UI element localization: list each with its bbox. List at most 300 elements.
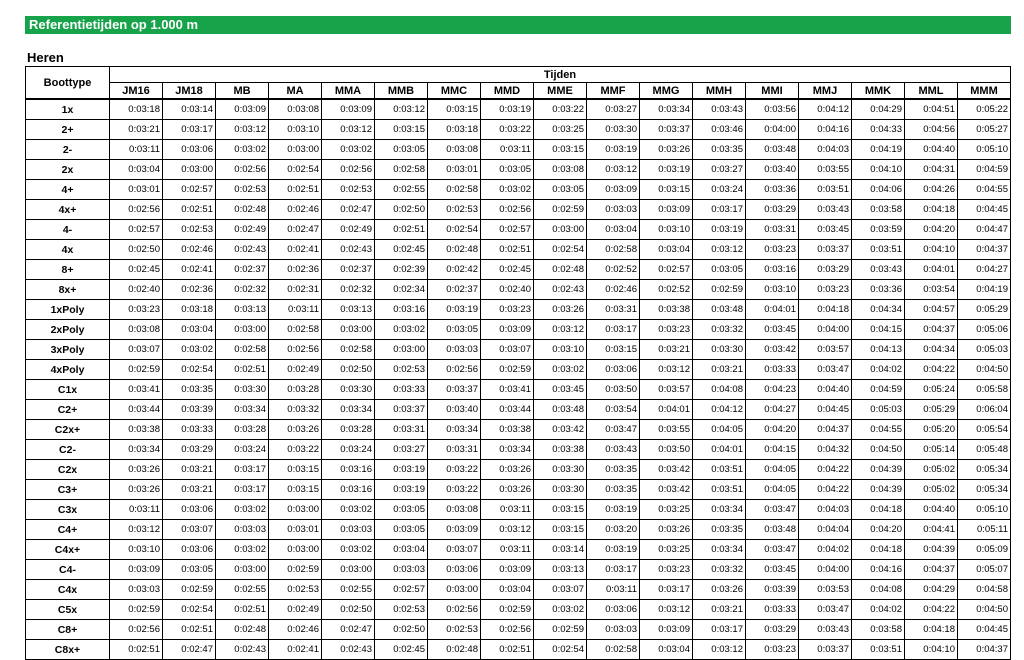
time-cell: 0:05:10 bbox=[958, 140, 1011, 160]
time-cell: 0:04:00 bbox=[799, 320, 852, 340]
time-cell: 0:03:37 bbox=[640, 120, 693, 140]
time-cell: 0:03:43 bbox=[799, 620, 852, 640]
time-cell: 0:02:51 bbox=[110, 640, 163, 660]
time-cell: 0:04:33 bbox=[852, 120, 905, 140]
boattype-cell: C5x bbox=[26, 600, 110, 620]
time-cell: 0:02:55 bbox=[216, 580, 269, 600]
time-cell: 0:03:05 bbox=[163, 560, 216, 580]
time-cell: 0:02:39 bbox=[375, 260, 428, 280]
table-row bbox=[26, 480, 1011, 500]
time-cell: 0:02:56 bbox=[428, 600, 481, 620]
time-cell: 0:04:45 bbox=[799, 400, 852, 420]
time-cell: 0:03:04 bbox=[587, 220, 640, 240]
time-cell: 0:03:44 bbox=[481, 400, 534, 420]
time-cell: 0:03:22 bbox=[269, 440, 322, 460]
boattype-cell: 1xPoly bbox=[26, 300, 110, 320]
time-cell: 0:02:57 bbox=[163, 180, 216, 200]
time-cell: 0:03:23 bbox=[799, 280, 852, 300]
time-cell: 0:04:03 bbox=[799, 500, 852, 520]
time-cell: 0:04:19 bbox=[852, 140, 905, 160]
time-cell: 0:03:11 bbox=[481, 140, 534, 160]
time-cell: 0:03:15 bbox=[587, 340, 640, 360]
time-cell: 0:02:53 bbox=[322, 180, 375, 200]
time-cell: 0:05:54 bbox=[958, 420, 1011, 440]
time-cell: 0:03:00 bbox=[163, 160, 216, 180]
time-cell: 0:04:12 bbox=[693, 400, 746, 420]
time-cell: 0:03:29 bbox=[746, 200, 799, 220]
table-row bbox=[26, 240, 1011, 260]
time-cell: 0:03:25 bbox=[640, 500, 693, 520]
table-row bbox=[26, 220, 1011, 240]
time-cell: 0:04:16 bbox=[799, 120, 852, 140]
time-cell: 0:02:53 bbox=[375, 600, 428, 620]
time-cell: 0:03:34 bbox=[693, 540, 746, 560]
time-cell: 0:02:45 bbox=[481, 260, 534, 280]
time-cell: 0:02:50 bbox=[322, 600, 375, 620]
table-row bbox=[26, 380, 1011, 400]
column-header: MA bbox=[269, 83, 322, 100]
time-cell: 0:03:45 bbox=[746, 560, 799, 580]
time-cell: 0:02:42 bbox=[428, 260, 481, 280]
time-cell: 0:03:21 bbox=[693, 600, 746, 620]
time-cell: 0:03:00 bbox=[534, 220, 587, 240]
time-cell: 0:03:09 bbox=[110, 560, 163, 580]
time-cell: 0:03:40 bbox=[746, 160, 799, 180]
time-cell: 0:03:17 bbox=[640, 580, 693, 600]
time-cell: 0:03:02 bbox=[163, 340, 216, 360]
time-cell: 0:03:48 bbox=[746, 520, 799, 540]
time-cell: 0:03:26 bbox=[481, 480, 534, 500]
time-cell: 0:03:26 bbox=[693, 580, 746, 600]
column-header: MMK bbox=[852, 83, 905, 100]
time-cell: 0:03:02 bbox=[322, 540, 375, 560]
time-cell: 0:03:00 bbox=[269, 540, 322, 560]
table-row bbox=[26, 120, 1011, 140]
time-cell: 0:04:01 bbox=[640, 400, 693, 420]
time-cell: 0:02:41 bbox=[163, 260, 216, 280]
time-cell: 0:04:02 bbox=[852, 360, 905, 380]
time-cell: 0:03:03 bbox=[587, 200, 640, 220]
boattype-cell: C3x bbox=[26, 500, 110, 520]
boattype-cell: C4- bbox=[26, 560, 110, 580]
time-cell: 0:03:31 bbox=[375, 420, 428, 440]
time-cell: 0:03:35 bbox=[587, 480, 640, 500]
time-cell: 0:04:40 bbox=[905, 140, 958, 160]
time-cell: 0:04:20 bbox=[852, 520, 905, 540]
time-cell: 0:03:37 bbox=[428, 380, 481, 400]
time-cell: 0:03:38 bbox=[481, 420, 534, 440]
time-cell: 0:03:13 bbox=[534, 560, 587, 580]
time-cell: 0:03:12 bbox=[587, 160, 640, 180]
time-cell: 0:02:57 bbox=[481, 220, 534, 240]
time-cell: 0:04:04 bbox=[799, 520, 852, 540]
time-cell: 0:03:33 bbox=[746, 600, 799, 620]
time-cell: 0:03:10 bbox=[269, 120, 322, 140]
time-cell: 0:03:46 bbox=[693, 120, 746, 140]
time-cell: 0:03:38 bbox=[110, 420, 163, 440]
time-cell: 0:03:19 bbox=[587, 500, 640, 520]
time-cell: 0:03:31 bbox=[587, 300, 640, 320]
time-cell: 0:04:18 bbox=[852, 540, 905, 560]
time-cell: 0:03:12 bbox=[693, 240, 746, 260]
boattype-cell: 8+ bbox=[26, 260, 110, 280]
time-cell: 0:02:41 bbox=[269, 240, 322, 260]
boattype-cell: C8+ bbox=[26, 620, 110, 640]
time-cell: 0:03:16 bbox=[375, 300, 428, 320]
time-cell: 0:03:43 bbox=[587, 440, 640, 460]
time-cell: 0:05:06 bbox=[958, 320, 1011, 340]
time-cell: 0:03:51 bbox=[693, 480, 746, 500]
column-header: JM16 bbox=[110, 83, 163, 100]
time-cell: 0:04:32 bbox=[799, 440, 852, 460]
time-cell: 0:04:06 bbox=[852, 180, 905, 200]
time-cell: 0:03:05 bbox=[693, 260, 746, 280]
time-cell: 0:03:29 bbox=[746, 620, 799, 640]
time-cell: 0:03:31 bbox=[746, 220, 799, 240]
time-cell: 0:04:41 bbox=[905, 520, 958, 540]
time-cell: 0:03:53 bbox=[799, 580, 852, 600]
time-cell: 0:03:08 bbox=[428, 140, 481, 160]
time-cell: 0:03:21 bbox=[110, 120, 163, 140]
time-cell: 0:02:54 bbox=[428, 220, 481, 240]
time-cell: 0:03:23 bbox=[110, 300, 163, 320]
time-cell: 0:03:14 bbox=[534, 540, 587, 560]
column-header: MMF bbox=[587, 83, 640, 100]
time-cell: 0:03:32 bbox=[693, 320, 746, 340]
time-cell: 0:03:34 bbox=[110, 440, 163, 460]
time-cell: 0:03:08 bbox=[269, 99, 322, 120]
time-cell: 0:03:11 bbox=[481, 540, 534, 560]
time-cell: 0:03:29 bbox=[799, 260, 852, 280]
time-cell: 0:02:46 bbox=[269, 620, 322, 640]
column-header: MMB bbox=[375, 83, 428, 100]
table-row bbox=[26, 360, 1011, 380]
time-cell: 0:03:26 bbox=[640, 140, 693, 160]
time-cell: 0:02:46 bbox=[163, 240, 216, 260]
time-cell: 0:03:54 bbox=[905, 280, 958, 300]
time-cell: 0:02:36 bbox=[163, 280, 216, 300]
time-cell: 0:03:27 bbox=[587, 99, 640, 120]
time-cell: 0:03:05 bbox=[481, 160, 534, 180]
time-cell: 0:02:43 bbox=[322, 240, 375, 260]
table-row bbox=[26, 520, 1011, 540]
boattype-cell: C1x bbox=[26, 380, 110, 400]
time-cell: 0:03:09 bbox=[216, 99, 269, 120]
time-cell: 0:02:54 bbox=[534, 640, 587, 660]
time-cell: 0:04:01 bbox=[746, 300, 799, 320]
time-cell: 0:03:50 bbox=[640, 440, 693, 460]
time-cell: 0:02:49 bbox=[322, 220, 375, 240]
time-cell: 0:04:13 bbox=[852, 340, 905, 360]
time-cell: 0:04:22 bbox=[905, 360, 958, 380]
time-cell: 0:04:55 bbox=[958, 180, 1011, 200]
time-cell: 0:03:02 bbox=[322, 500, 375, 520]
boattype-cell: 1x bbox=[26, 99, 110, 120]
time-cell: 0:04:08 bbox=[693, 380, 746, 400]
time-cell: 0:03:47 bbox=[799, 360, 852, 380]
boattype-cell: C4x+ bbox=[26, 540, 110, 560]
time-cell: 0:03:15 bbox=[428, 99, 481, 120]
time-cell: 0:03:15 bbox=[640, 180, 693, 200]
table-row bbox=[26, 200, 1011, 220]
time-cell: 0:04:58 bbox=[958, 580, 1011, 600]
time-cell: 0:03:05 bbox=[375, 140, 428, 160]
time-cell: 0:04:50 bbox=[852, 440, 905, 460]
time-cell: 0:03:10 bbox=[534, 340, 587, 360]
time-cell: 0:02:55 bbox=[375, 180, 428, 200]
time-cell: 0:03:02 bbox=[375, 320, 428, 340]
time-cell: 0:02:51 bbox=[481, 240, 534, 260]
time-cell: 0:03:02 bbox=[534, 600, 587, 620]
time-cell: 0:03:23 bbox=[640, 320, 693, 340]
time-cell: 0:03:08 bbox=[428, 500, 481, 520]
time-cell: 0:02:59 bbox=[534, 200, 587, 220]
time-cell: 0:03:34 bbox=[693, 500, 746, 520]
time-cell: 0:03:16 bbox=[746, 260, 799, 280]
time-cell: 0:02:50 bbox=[110, 240, 163, 260]
time-cell: 0:03:26 bbox=[481, 460, 534, 480]
time-cell: 0:02:37 bbox=[428, 280, 481, 300]
time-cell: 0:03:04 bbox=[640, 240, 693, 260]
time-cell: 0:05:07 bbox=[958, 560, 1011, 580]
time-cell: 0:04:16 bbox=[852, 560, 905, 580]
time-cell: 0:03:26 bbox=[110, 480, 163, 500]
time-cell: 0:03:38 bbox=[640, 300, 693, 320]
time-cell: 0:02:50 bbox=[375, 200, 428, 220]
time-cell: 0:03:35 bbox=[587, 460, 640, 480]
time-cell: 0:03:06 bbox=[163, 500, 216, 520]
boattype-cell: 8x+ bbox=[26, 280, 110, 300]
time-cell: 0:03:00 bbox=[428, 580, 481, 600]
time-cell: 0:03:34 bbox=[481, 440, 534, 460]
time-cell: 0:02:47 bbox=[163, 640, 216, 660]
time-cell: 0:03:12 bbox=[375, 99, 428, 120]
time-cell: 0:03:23 bbox=[640, 560, 693, 580]
time-cell: 0:03:09 bbox=[481, 560, 534, 580]
time-cell: 0:03:44 bbox=[110, 400, 163, 420]
time-cell: 0:03:00 bbox=[322, 560, 375, 580]
time-cell: 0:04:18 bbox=[905, 200, 958, 220]
time-cell: 0:02:58 bbox=[322, 340, 375, 360]
time-cell: 0:03:24 bbox=[322, 440, 375, 460]
time-cell: 0:03:13 bbox=[216, 300, 269, 320]
time-cell: 0:04:55 bbox=[852, 420, 905, 440]
time-cell: 0:03:29 bbox=[163, 440, 216, 460]
time-cell: 0:04:39 bbox=[905, 540, 958, 560]
time-cell: 0:03:55 bbox=[799, 160, 852, 180]
time-cell: 0:03:05 bbox=[375, 520, 428, 540]
time-cell: 0:03:33 bbox=[163, 420, 216, 440]
time-cell: 0:03:01 bbox=[428, 160, 481, 180]
column-header: MMM bbox=[958, 83, 1011, 100]
time-cell: 0:03:45 bbox=[799, 220, 852, 240]
time-cell: 0:03:41 bbox=[110, 380, 163, 400]
table-row bbox=[26, 500, 1011, 520]
time-cell: 0:02:53 bbox=[216, 180, 269, 200]
time-cell: 0:04:37 bbox=[905, 560, 958, 580]
time-cell: 0:03:23 bbox=[746, 640, 799, 660]
time-cell: 0:04:27 bbox=[746, 400, 799, 420]
time-cell: 0:02:37 bbox=[216, 260, 269, 280]
time-cell: 0:02:58 bbox=[428, 180, 481, 200]
time-cell: 0:03:07 bbox=[163, 520, 216, 540]
time-cell: 0:03:21 bbox=[693, 360, 746, 380]
time-cell: 0:04:59 bbox=[852, 380, 905, 400]
time-cell: 0:03:19 bbox=[640, 160, 693, 180]
time-cell: 0:03:43 bbox=[799, 200, 852, 220]
boattype-cell: 2xPoly bbox=[26, 320, 110, 340]
time-cell: 0:04:34 bbox=[905, 340, 958, 360]
time-cell: 0:02:59 bbox=[163, 580, 216, 600]
time-cell: 0:02:53 bbox=[375, 360, 428, 380]
time-cell: 0:03:21 bbox=[163, 460, 216, 480]
time-cell: 0:03:20 bbox=[587, 520, 640, 540]
times-group-header: Tijden bbox=[110, 67, 1011, 83]
time-cell: 0:02:59 bbox=[110, 360, 163, 380]
time-cell: 0:02:48 bbox=[216, 200, 269, 220]
table-row bbox=[26, 440, 1011, 460]
time-cell: 0:03:12 bbox=[640, 360, 693, 380]
time-cell: 0:03:43 bbox=[693, 99, 746, 120]
time-cell: 0:03:10 bbox=[110, 540, 163, 560]
time-cell: 0:03:41 bbox=[481, 380, 534, 400]
time-cell: 0:03:45 bbox=[534, 380, 587, 400]
time-cell: 0:02:45 bbox=[375, 640, 428, 660]
time-cell: 0:03:38 bbox=[534, 440, 587, 460]
time-cell: 0:02:58 bbox=[269, 320, 322, 340]
table-row bbox=[26, 340, 1011, 360]
table-row bbox=[26, 99, 1011, 120]
time-cell: 0:03:12 bbox=[534, 320, 587, 340]
time-cell: 0:04:15 bbox=[852, 320, 905, 340]
time-cell: 0:04:05 bbox=[746, 460, 799, 480]
time-cell: 0:02:52 bbox=[587, 260, 640, 280]
time-cell: 0:03:35 bbox=[163, 380, 216, 400]
time-cell: 0:03:47 bbox=[746, 540, 799, 560]
time-cell: 0:03:11 bbox=[110, 140, 163, 160]
table-row bbox=[26, 140, 1011, 160]
time-cell: 0:04:50 bbox=[958, 360, 1011, 380]
table-row bbox=[26, 400, 1011, 420]
time-cell: 0:04:56 bbox=[905, 120, 958, 140]
time-cell: 0:02:46 bbox=[269, 200, 322, 220]
time-cell: 0:03:57 bbox=[640, 380, 693, 400]
time-cell: 0:03:12 bbox=[110, 520, 163, 540]
time-cell: 0:02:43 bbox=[216, 240, 269, 260]
time-cell: 0:03:21 bbox=[640, 340, 693, 360]
time-cell: 0:04:26 bbox=[905, 180, 958, 200]
time-cell: 0:03:03 bbox=[375, 560, 428, 580]
time-cell: 0:03:12 bbox=[693, 640, 746, 660]
time-cell: 0:03:10 bbox=[640, 220, 693, 240]
time-cell: 0:06:04 bbox=[958, 400, 1011, 420]
time-cell: 0:03:16 bbox=[322, 460, 375, 480]
time-cell: 0:05:11 bbox=[958, 520, 1011, 540]
time-cell: 0:02:51 bbox=[163, 200, 216, 220]
time-cell: 0:05:22 bbox=[958, 99, 1011, 120]
time-cell: 0:03:30 bbox=[534, 480, 587, 500]
time-cell: 0:03:43 bbox=[852, 260, 905, 280]
time-cell: 0:02:54 bbox=[269, 160, 322, 180]
time-cell: 0:03:26 bbox=[269, 420, 322, 440]
time-cell: 0:02:59 bbox=[269, 560, 322, 580]
time-cell: 0:02:59 bbox=[481, 600, 534, 620]
time-cell: 0:02:59 bbox=[534, 620, 587, 640]
time-cell: 0:03:42 bbox=[640, 460, 693, 480]
time-cell: 0:03:02 bbox=[481, 180, 534, 200]
time-cell: 0:03:51 bbox=[852, 640, 905, 660]
time-cell: 0:03:51 bbox=[693, 460, 746, 480]
column-header: MML bbox=[905, 83, 958, 100]
table-row bbox=[26, 620, 1011, 640]
time-cell: 0:03:03 bbox=[216, 520, 269, 540]
time-cell: 0:02:40 bbox=[110, 280, 163, 300]
time-cell: 0:02:56 bbox=[216, 160, 269, 180]
time-cell: 0:03:28 bbox=[322, 420, 375, 440]
time-cell: 0:04:40 bbox=[905, 500, 958, 520]
time-cell: 0:03:12 bbox=[481, 520, 534, 540]
time-cell: 0:02:56 bbox=[269, 340, 322, 360]
table-row bbox=[26, 580, 1011, 600]
time-cell: 0:03:05 bbox=[375, 500, 428, 520]
time-cell: 0:02:50 bbox=[375, 620, 428, 640]
time-cell: 0:03:48 bbox=[746, 140, 799, 160]
time-cell: 0:02:48 bbox=[534, 260, 587, 280]
time-cell: 0:03:12 bbox=[216, 120, 269, 140]
column-header: MB bbox=[216, 83, 269, 100]
boattype-cell: 2+ bbox=[26, 120, 110, 140]
time-cell: 0:05:34 bbox=[958, 480, 1011, 500]
time-cell: 0:03:48 bbox=[534, 400, 587, 420]
time-cell: 0:03:02 bbox=[322, 140, 375, 160]
boattype-cell: 4xPoly bbox=[26, 360, 110, 380]
time-cell: 0:02:58 bbox=[587, 240, 640, 260]
time-cell: 0:02:43 bbox=[322, 640, 375, 660]
boattype-cell: 2x bbox=[26, 160, 110, 180]
time-cell: 0:05:10 bbox=[958, 500, 1011, 520]
section-heading: Heren bbox=[27, 50, 64, 65]
time-cell: 0:04:47 bbox=[958, 220, 1011, 240]
time-cell: 0:03:08 bbox=[534, 160, 587, 180]
time-cell: 0:03:34 bbox=[322, 400, 375, 420]
time-cell: 0:03:58 bbox=[852, 620, 905, 640]
time-cell: 0:03:02 bbox=[216, 500, 269, 520]
time-cell: 0:03:12 bbox=[640, 600, 693, 620]
time-cell: 0:02:37 bbox=[322, 260, 375, 280]
boattype-cell: C4x bbox=[26, 580, 110, 600]
time-cell: 0:02:57 bbox=[640, 260, 693, 280]
boattype-cell: 4- bbox=[26, 220, 110, 240]
time-cell: 0:03:34 bbox=[216, 400, 269, 420]
table-row bbox=[26, 640, 1011, 660]
time-cell: 0:04:57 bbox=[905, 300, 958, 320]
boattype-cell: C2- bbox=[26, 440, 110, 460]
time-cell: 0:04:45 bbox=[958, 620, 1011, 640]
time-cell: 0:03:31 bbox=[428, 440, 481, 460]
time-cell: 0:05:29 bbox=[905, 400, 958, 420]
time-cell: 0:02:51 bbox=[163, 620, 216, 640]
time-cell: 0:03:37 bbox=[799, 640, 852, 660]
time-cell: 0:03:50 bbox=[587, 380, 640, 400]
time-cell: 0:02:57 bbox=[375, 580, 428, 600]
boattype-cell: C4+ bbox=[26, 520, 110, 540]
time-cell: 0:04:37 bbox=[958, 640, 1011, 660]
time-cell: 0:03:19 bbox=[428, 300, 481, 320]
time-cell: 0:03:17 bbox=[216, 460, 269, 480]
column-header: MME bbox=[534, 83, 587, 100]
time-cell: 0:05:58 bbox=[958, 380, 1011, 400]
time-cell: 0:02:56 bbox=[322, 160, 375, 180]
